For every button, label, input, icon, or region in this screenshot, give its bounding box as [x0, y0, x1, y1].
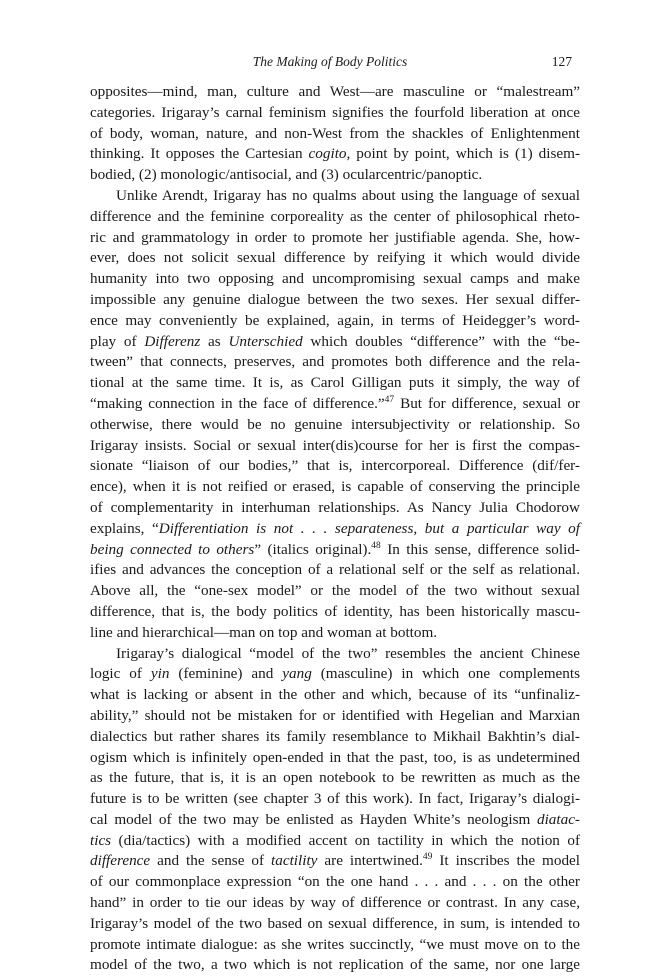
text-line [90, 685, 580, 706]
text-line [90, 165, 580, 186]
text-run: opposites—mind, man, culture and West—are masculine or “malestream” [90, 83, 580, 100]
text-run: Irigaray’s dialogical “model of the two” resembles the ancient Chinese [116, 644, 580, 662]
running-head-title: The Making of Body Politics [252, 54, 408, 69]
text-line [90, 498, 580, 519]
text-run: tween” that connects, preserves, and promotes both difference and the rela- [90, 353, 580, 371]
text-run: impossible any genuine dialogue between the two sexes. Her sexual differ- [90, 290, 580, 308]
italic-text: Unterschied [228, 332, 303, 350]
text-run: Irigaray insists. Social or sexual inter(dis)course for her is first the compas- [90, 436, 580, 454]
italic-text: tics [90, 831, 112, 849]
text-line [90, 748, 580, 769]
text-run: ever, does not solicit sexual difference by reifying it which would divide [90, 249, 580, 267]
italic-text: Differentiation is not . . . separateness, but a particular way of [158, 519, 580, 537]
text-run: hand” in order to tie our ideas by way of difference or contrast. In any case, [90, 894, 580, 912]
text-run: explains, “ [90, 519, 159, 537]
italic-text: tactility [271, 852, 318, 870]
text-line [90, 352, 580, 373]
text-run: categories. Irigaray’s carnal feminism signifies the fourfold liberation at once [90, 103, 580, 121]
text-run: humanity into two opposing and uncompromising sexual camps and make [90, 270, 580, 288]
text-line [90, 290, 580, 311]
text-run: as [200, 332, 229, 350]
text-line [90, 893, 580, 914]
text-run: otherwise, there would be no genuine intersubjectivity or relationship. So [90, 415, 580, 433]
italic-text: yang [282, 665, 312, 683]
text-line [90, 228, 580, 249]
text-line [90, 581, 580, 602]
text-run: sionate “liaison of our bodies,” that is, intercorporeal. Difference (dif/fer- [90, 457, 580, 475]
text-run: which doubles “difference” with the “be- [302, 332, 580, 350]
text-run: ability,” should not be mistaken for or identified with Hegelian and Marxian [90, 706, 580, 724]
text-run: line and hierarchical—man on top and woman at bottom. [90, 623, 438, 641]
text-line [90, 560, 580, 581]
text-line [90, 831, 580, 852]
text-line [90, 394, 580, 415]
text-run: bodied, (2) monologic/antisocial, and (3) ocularcentric/panoptic. [90, 166, 483, 184]
text-run: “making connection in the face of difference.” [90, 394, 385, 412]
italic-text: yin [150, 665, 170, 683]
text-run: ifies and advances the conception of a relational self or the self as relational. [90, 561, 580, 579]
text-run: logic of [90, 665, 151, 683]
text-line [90, 477, 580, 498]
text-line [90, 602, 580, 623]
text-line [90, 311, 580, 332]
text-run: model of the two, a two which is not replication of the same, nor one large [90, 956, 580, 974]
text-run: ence), when it is not reified or erased, is capable of conserving the principle [90, 478, 580, 496]
text-run: difference, that is, the body politics of identity, has been historically mascu- [90, 602, 580, 620]
text-line [90, 144, 580, 165]
text-run: (dia/tactics) with a modified accent on tactility in which the notion of [111, 831, 580, 849]
text-line [90, 935, 580, 956]
text-run: ” (italics original). [254, 540, 372, 558]
text-line [90, 664, 580, 685]
text-line [90, 436, 580, 457]
italic-text: being connected to others [90, 540, 255, 558]
italic-text: diatac- [536, 810, 580, 828]
text-line [90, 706, 580, 727]
text-run: of body, woman, nature, and non-West from the shackles of Enlightenment [90, 124, 580, 142]
paragraph-first-line [90, 186, 580, 207]
text-line [90, 269, 580, 290]
text-run: promote intimate dialogue: as she writes succinctly, “we must move on to the [90, 935, 580, 953]
body-text [90, 82, 580, 976]
text-line [90, 955, 580, 976]
text-line [90, 103, 580, 124]
footnote-ref: 48 [371, 540, 381, 551]
text-line [90, 768, 580, 789]
text-run: dialectics but rather shares its family resemblance to Mikhail Bakhtin’s dial- [90, 727, 580, 745]
text-run: Unlike Arendt, Irigaray has no qualms about using the language of sexual [116, 186, 580, 204]
text-line [90, 124, 580, 145]
text-run: thinking. It opposes the Cartesian [90, 145, 309, 163]
text-line [90, 248, 580, 269]
text-line [90, 727, 580, 748]
italic-text: cogito [308, 145, 347, 163]
text-run: play of [90, 332, 145, 350]
text-run: cal model of the two may be enlisted as Hayden White’s neologism [90, 810, 537, 828]
text-line [90, 456, 580, 477]
text-run: of complementarity in interhuman relationships. As Nancy Julia Chodorow [90, 498, 580, 516]
text-line [90, 332, 580, 353]
text-line [90, 810, 580, 831]
text-line [90, 82, 580, 103]
text-line [90, 207, 580, 228]
text-line [90, 872, 580, 893]
text-run: difference and the feminine corporeality as the center of philosophical rheto- [90, 207, 580, 225]
text-run: , point by point, which is (1) disem- [346, 145, 581, 163]
text-run: Irigaray’s model of the two based on sexual difference, in sum, is intended to [90, 914, 580, 932]
text-line [90, 415, 580, 436]
text-line [90, 540, 580, 561]
text-line [90, 851, 580, 872]
text-run: (masculine) in which one complements [311, 665, 580, 683]
running-head [90, 52, 570, 72]
text-run: Above all, the “one-sex model” or the model of the two without sexual [90, 582, 580, 600]
page-number: 127 [551, 54, 572, 69]
text-run: But for difference, sexual or [394, 394, 580, 412]
text-run: what is lacking or absent in the other and which, because of its “unfinaliz- [90, 686, 580, 704]
text-run: of our commonplace expression “on the one hand . . . and . . . on the other [90, 873, 580, 891]
text-run: tional at the same time. It is, as Carol Gilligan puts it simply, the way of [90, 374, 580, 392]
text-run: ric and grammatology in order to promote her justifiable agenda. She, how- [90, 228, 580, 246]
paragraph-first-line [90, 644, 580, 665]
text-run: future is to be written (see chapter 3 of this work). In fact, Irigaray’s dialogi- [90, 790, 580, 808]
text-run: It inscribes the model [432, 852, 581, 870]
text-run: (feminine) and [169, 665, 283, 683]
text-line [90, 623, 580, 644]
text-line [90, 789, 580, 810]
footnote-ref: 47 [384, 394, 395, 405]
text-line [90, 914, 580, 935]
footnote-ref: 49 [422, 852, 433, 863]
text-run: as the future, that is, it is an open notebook to be rewritten as much as the [90, 769, 580, 787]
text-run: In this sense, difference solid- [380, 540, 580, 558]
italic-text: difference [90, 852, 151, 870]
italic-text: Differenz [144, 332, 201, 350]
text-run: ogism which is infinitely open-ended in that the past, too, is as undetermined [90, 748, 580, 766]
text-line [90, 519, 580, 540]
text-run: and the sense of [150, 852, 272, 870]
text-line [90, 373, 580, 394]
text-run: are intertwined. [317, 852, 423, 870]
text-run: ence may conveniently be explained, again, in terms of Heidegger’s word- [90, 311, 580, 329]
